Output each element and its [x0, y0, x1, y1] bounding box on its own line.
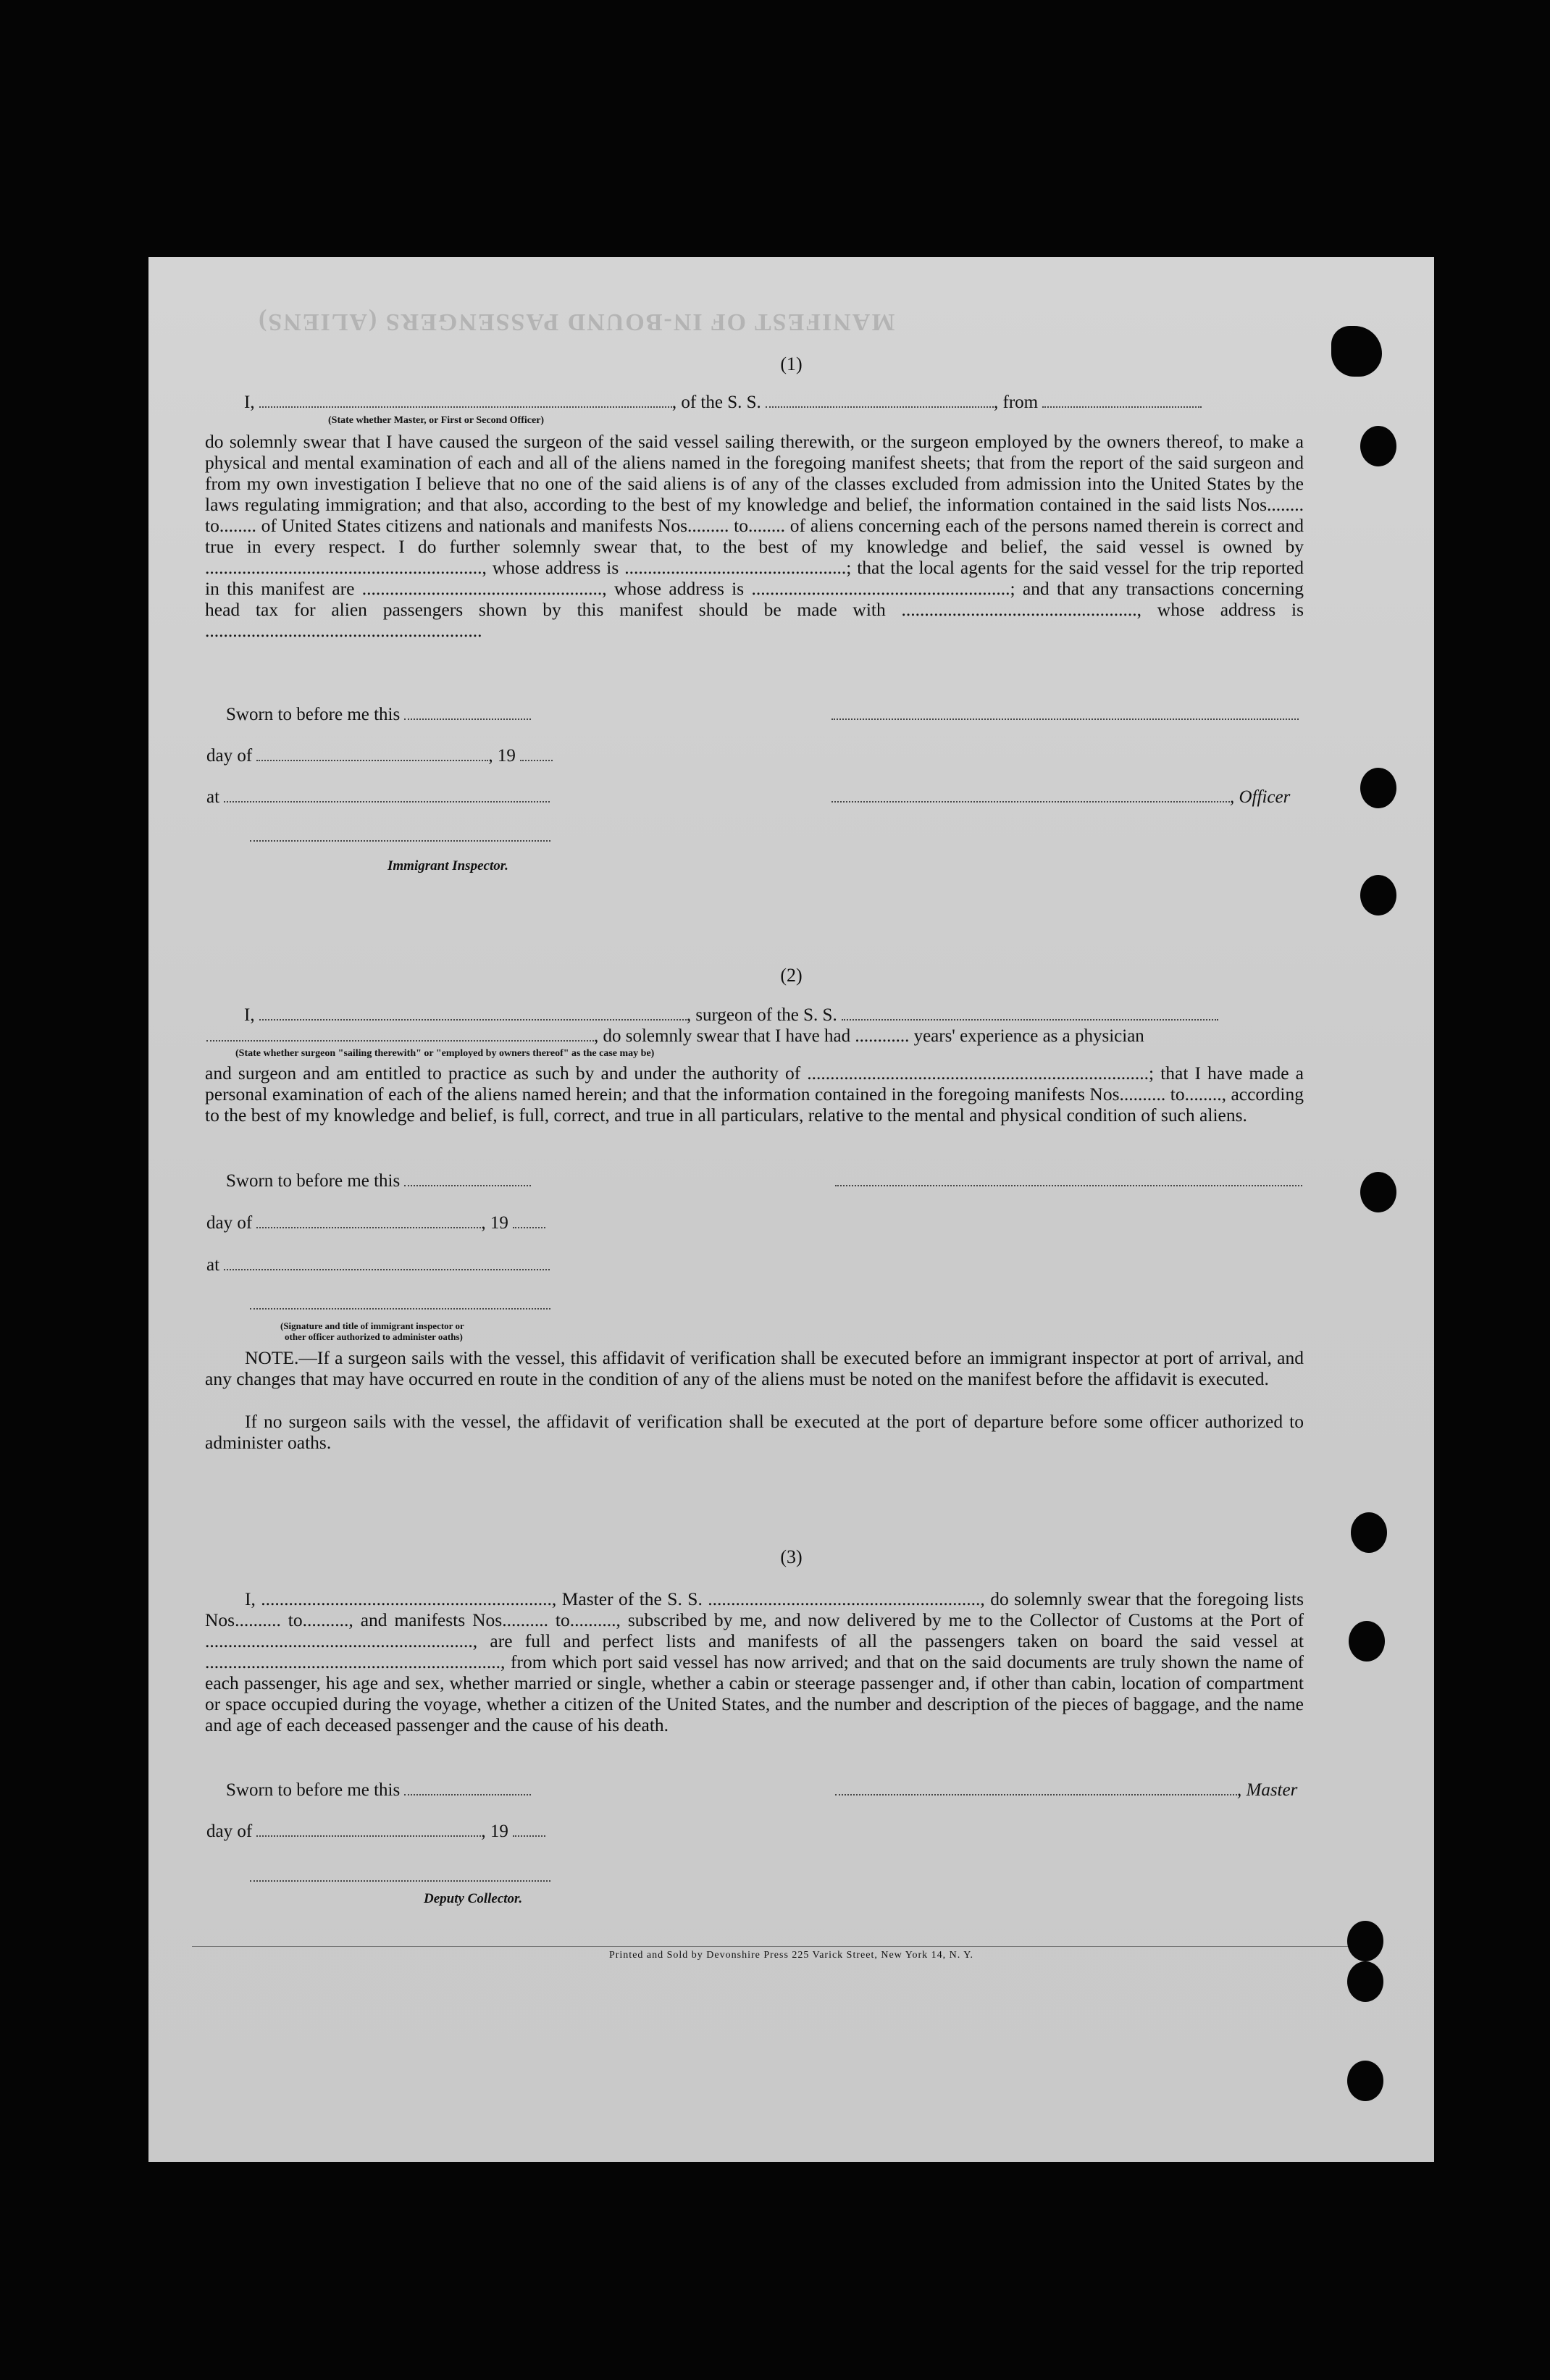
surgeon-signature-line	[835, 1171, 1302, 1191]
punch-hole	[1360, 1172, 1396, 1212]
at-blank[interactable]	[224, 1265, 550, 1270]
at-label: at	[206, 1255, 220, 1275]
master-label: , Master	[1237, 1780, 1298, 1800]
surgeon-name-blank[interactable]	[259, 1015, 687, 1021]
year-blank[interactable]	[513, 1831, 545, 1837]
section-1-line-1	[244, 393, 1202, 413]
master-line	[835, 1780, 1297, 1801]
section-2-line-1	[244, 1005, 1218, 1026]
punch-hole	[1347, 2061, 1383, 2101]
section-1-day	[206, 746, 553, 766]
section-3-number: (3)	[780, 1546, 803, 1567]
year-blank[interactable]	[513, 1223, 545, 1228]
sig-caption-1: (Signature and title of immigrant inspector or	[280, 1320, 464, 1331]
section-3-day	[206, 1822, 545, 1842]
at-blank[interactable]	[224, 797, 550, 803]
footer-rule	[192, 1946, 1351, 1947]
officer-label: , Officer	[1230, 787, 1291, 807]
inspector-signature	[250, 826, 550, 847]
section-3-body: I, ..............................................................., Master of the S. S. ..........................................................., do solemnly swear that the foregoing lists Nos.......... to.........., and manifests Nos.......... to.........., subscribed by me, and now delivered by me to the Collector of Customs at the Port of .........................................................., are full and perfect lists and manifests of all the passengers taken on board the said vessel at ................................................................, from which port said vessel has now arrived; and that on the said documents are truly shown the name of each passenger, his age and sex, whether married or single, whether a cabin or steerage passenger and, if other than cabin, location of compartment or space occupied during the voyage, whether a citizen of the United States, and the number and description of the pieces of baggage, and the name and age of each deceased passenger and the cause of his death.	[205, 1588, 1304, 1735]
section-1-sworn	[226, 705, 531, 725]
officer-signature-blank[interactable]	[831, 714, 1299, 720]
deputy-caption: Deputy Collector.	[424, 1891, 523, 1906]
section-2-body: and surgeon and am entitled to practice as such by and under the authority of ..........................................................................; that I have made a personal examination of each of the aliens named herein; and that the information contained in the foregoing manifests Nos.......... to........, according to the best of my knowledge and belief, is full, correct, and true in all particulars, relative to the mental and physical condition of such aliens.	[205, 1063, 1304, 1126]
inspector-caption: Immigrant Inspector.	[388, 858, 508, 873]
section-1-body: do solemnly swear that I have caused the surgeon of the said vessel sailing therewith, or the surgeon employed by the owners thereof, to make a physical and mental examination of each and all of the aliens named in the foregoing manifest sheets; that from the report of the said surgeon and from my own investigation I believe that no one of the said aliens is of any of the classes excluded from admission into the United States by the laws regulating immigration; and that also, according to the best of my knowledge and belief, the information contained in the said lists Nos........ to........ of United States citizens and nationals and manifests Nos......... to........ of aliens concerning each of the persons named therein is correct and true in every respect. I do further solemnly swear that, to the best of my knowledge and belief, the said vessel is owned by ............................................................, whose address is ................................................; that the local agents for the said vessel for the trip reported in this manifest are ...................................................., whose address is ........................................................; and that any transactions concerning head tax for alien passengers shown by this manifest should be made with ..................................................., whose address is ............................................................	[205, 431, 1304, 641]
day-blank[interactable]	[256, 755, 488, 761]
section-1-at	[206, 787, 550, 808]
surgeon-label: , surgeon of the S. S.	[686, 1005, 837, 1025]
sworn-label: Sworn to before me this	[226, 705, 401, 724]
manifest-page	[148, 257, 1434, 2162]
sworn-blank[interactable]	[404, 1181, 531, 1186]
vessel-blank[interactable]	[766, 402, 994, 408]
note-2: If no surgeon sails with the vessel, the affidavit of verification shall be executed at the port of departure before some officer authorized to administer oaths.	[205, 1411, 1304, 1453]
officer-blank[interactable]	[831, 797, 1230, 803]
deputy-blank[interactable]	[250, 1876, 550, 1882]
inspector-blank[interactable]	[250, 1304, 550, 1310]
section-2-line-2	[206, 1026, 1144, 1047]
surgeon-signature-blank[interactable]	[835, 1181, 1302, 1186]
master-blank[interactable]	[835, 1790, 1237, 1796]
day-blank[interactable]	[256, 1223, 481, 1228]
inspector-blank[interactable]	[250, 836, 550, 842]
year-label: , 19	[488, 746, 516, 766]
i-label: I,	[244, 1005, 255, 1025]
sig-caption-2: other officer authorized to administer oaths)	[285, 1331, 463, 1342]
at-label: at	[206, 787, 220, 807]
section-2-sworn	[226, 1171, 531, 1191]
sworn-blank[interactable]	[404, 1790, 531, 1796]
day-blank[interactable]	[256, 1831, 481, 1837]
bleed-through-header: MANIFEST OF IN-BOUND PASSENGERS (ALIENS)	[257, 309, 895, 335]
section-1-caption: (State whether Master, or First or Second Officer)	[328, 415, 545, 426]
year-label: , 19	[481, 1822, 508, 1841]
years-experience-text: , do solemnly swear that I have had ............ years' experience as a physician	[594, 1026, 1144, 1046]
day-of-label: day of	[206, 1213, 253, 1233]
sworn-label: Sworn to before me this	[226, 1171, 401, 1191]
from-blank[interactable]	[1042, 402, 1202, 408]
printer-footer: Printed and Sold by Devonshire Press 225 Varick Street, New York 14, N. Y.	[608, 1950, 974, 1961]
surgeon-type-blank[interactable]	[206, 1036, 594, 1042]
section-2-caption: (State whether surgeon "sailing therewith" or "employed by owners thereof" as the case may be)	[235, 1048, 655, 1059]
from-label: , from	[994, 393, 1039, 412]
year-label: , 19	[481, 1213, 508, 1233]
inspector-signature-2	[250, 1294, 550, 1315]
punch-hole	[1347, 1961, 1383, 2002]
name-blank[interactable]	[259, 402, 672, 408]
punch-hole	[1360, 768, 1396, 808]
punch-hole	[1349, 1621, 1385, 1662]
punch-hole	[1351, 1512, 1387, 1553]
section-2-at	[206, 1255, 550, 1275]
section-1-number: (1)	[780, 353, 803, 374]
day-of-label: day of	[206, 746, 253, 766]
i-label: I,	[244, 393, 255, 412]
deputy-signature	[250, 1866, 550, 1887]
punch-hole	[1360, 875, 1396, 915]
surgeon-vessel-blank[interactable]	[842, 1015, 1218, 1021]
punch-hole	[1347, 1921, 1383, 1961]
sworn-label: Sworn to before me this	[226, 1780, 401, 1800]
officer-signature-line-1	[831, 705, 1299, 725]
punch-hole	[1360, 426, 1396, 466]
day-of-label: day of	[206, 1822, 253, 1841]
year-blank[interactable]	[520, 755, 553, 761]
of-ss-label: , of the S. S.	[671, 393, 761, 412]
section-2-number: (2)	[780, 965, 803, 986]
note-1: NOTE.—If a surgeon sails with the vessel, this affidavit of verification shall be executed before an immigrant inspector at port of arrival, and any changes that may have occurred en route in the condition of any of the aliens must be noted on the manifest before the affidavit is executed.	[205, 1347, 1304, 1389]
section-2-day	[206, 1213, 545, 1233]
sworn-blank[interactable]	[404, 714, 531, 720]
officer-line	[831, 787, 1290, 808]
section-3-sworn	[226, 1780, 531, 1801]
